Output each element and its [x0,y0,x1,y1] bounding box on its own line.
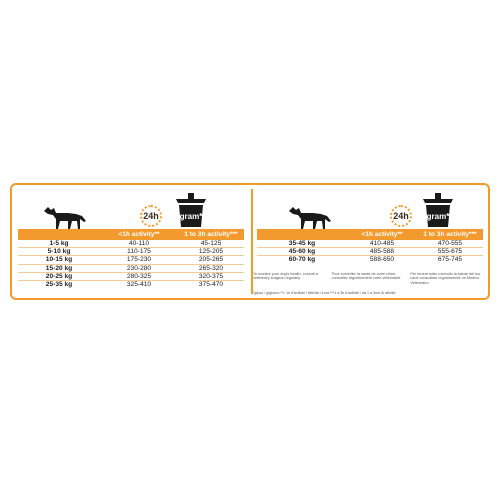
table-row [257,240,483,248]
weight-cell: 60-70 kg [288,256,316,264]
low-activity-cell: 410-485 [347,240,417,248]
note-fr: Pour surveiller la santé de votre chien, consultez régulièrement votre vétérinaire. [331,272,402,281]
note-en: To monitor your dog's health, consult a veterinary surgeon regularly. [253,272,318,281]
weight-cell: 1-5 kg [18,240,100,248]
header-activity-low: <1h activity** [100,229,178,240]
high-activity-cell: 265-320 [178,264,244,272]
health-notes [253,272,485,290]
header-activity-high: 1 to 3h activity*** [417,229,483,240]
clock-label: 24h [393,211,409,221]
table-row [18,280,244,288]
table-row [18,248,244,256]
table-row [18,256,244,264]
note-it: Per tenere sotto controllo la salute del tuo cane consultare regolarmente un Medico Veterinario. [410,272,481,285]
weight-cell: 45-60 kg [257,248,347,256]
dog-silhouette-icon [42,205,88,231]
header-activity-high: 1 to 3h activity*** [178,229,244,240]
table-row [18,264,244,272]
low-activity-cell: 280-325 [100,272,178,280]
feeding-table-right [257,229,483,264]
gram-label: gram* [179,212,203,221]
low-activity-cell: 588-650 [369,256,395,264]
feeding-guide-panel [10,183,490,300]
high-activity-cell: 320-375 [178,272,244,280]
weight-cell: 25-35 kg [45,281,73,289]
table-header-row [257,229,483,240]
dog-silhouette-icon [287,205,333,231]
feeding-table-left-section [12,185,251,298]
low-activity-cell: 325-410 [126,281,152,289]
table-row [18,240,244,248]
feeding-table-right-section [253,185,488,298]
high-activity-cell: 675-745 [437,256,463,264]
table-row [257,248,483,256]
table-row [257,256,483,264]
high-activity-cell: 375-470 [198,281,224,289]
weight-cell: 20-25 kg [18,272,100,280]
table-header-row [18,229,244,240]
feeding-table-left [18,229,244,288]
weight-cell: 35-45 kg [257,240,347,248]
weight-cell: 10-15 kg [18,256,100,264]
clock-label: 24h [143,211,159,221]
low-activity-cell: 175-230 [100,256,178,264]
weight-cell: 15-20 kg [18,264,100,272]
clock-24h-icon [140,205,162,227]
weight-header [18,229,100,240]
low-activity-cell: 110-175 [100,248,178,256]
scale-icon [174,193,208,229]
clock-24h-icon [390,205,412,227]
low-activity-cell: 230-280 [100,264,178,272]
high-activity-cell: 205-265 [178,256,244,264]
weight-header [257,229,347,240]
high-activity-cell: 125-205 [178,248,244,256]
high-activity-cell: 555-675 [417,248,483,256]
high-activity-cell: 45-125 [178,240,244,248]
weight-cell: 5-10 kg [18,248,100,256]
low-activity-cell: 40-110 [100,240,178,248]
table-row [18,272,244,280]
scale-icon [421,193,455,229]
footnote: *g/jour / g/giorno **< 1h d'activité / Attività <1ora ***1 à 3h d'activité / da 1 a 3ore di attività [253,291,396,295]
header-activity-low: <1h activity** [347,229,417,240]
low-activity-cell: 485-588 [347,248,417,256]
gram-label: gram* [426,212,450,221]
high-activity-cell: 470-555 [417,240,483,248]
